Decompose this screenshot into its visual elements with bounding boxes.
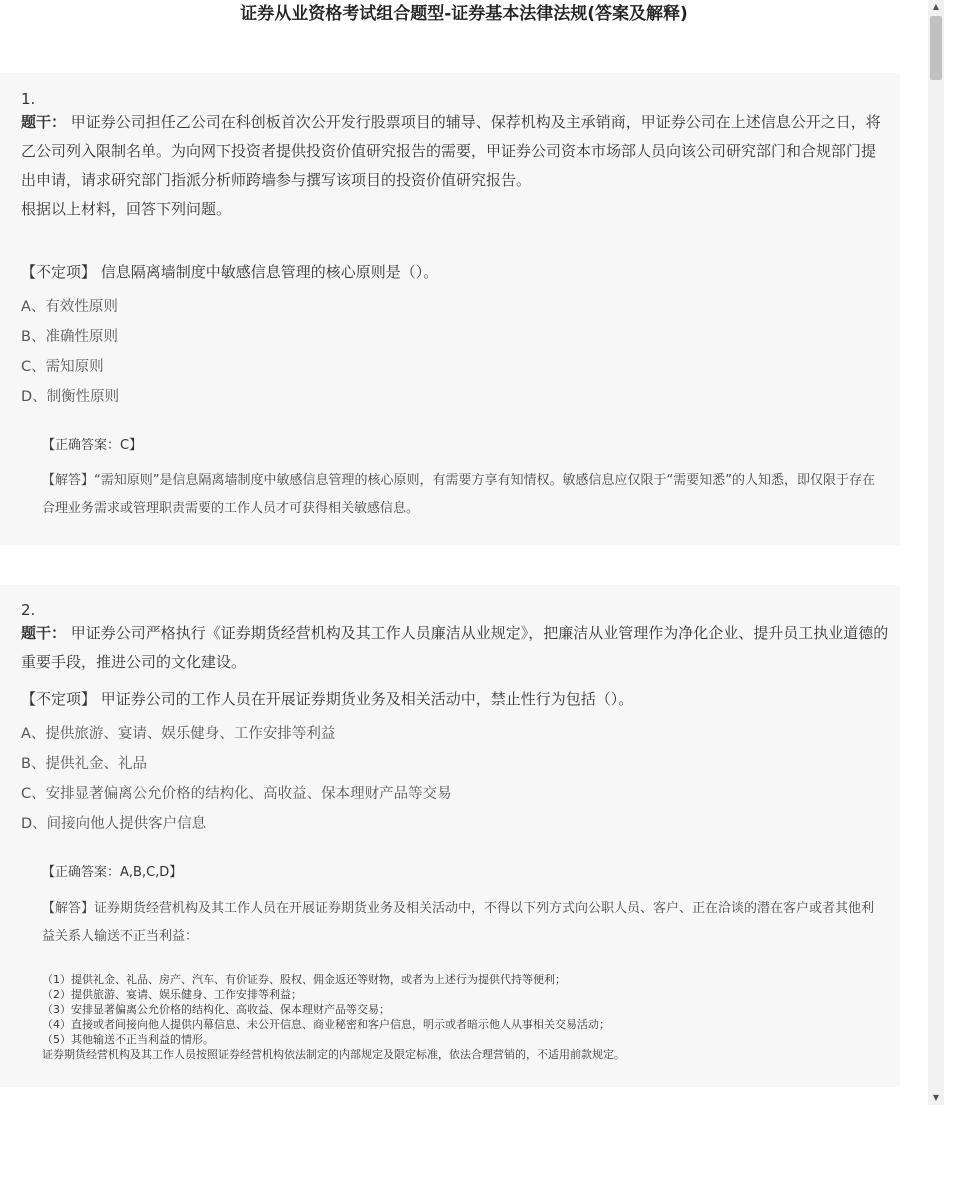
option-b[interactable]: B、准确性原则 bbox=[21, 329, 118, 345]
detail-item: （5）其他输送不正当利益的情形。 bbox=[42, 1033, 214, 1046]
sub-question: 【不定项】 信息隔离墙制度中敏感信息管理的核心原则是（）。 bbox=[21, 263, 439, 281]
explanation-details bbox=[42, 972, 882, 1062]
stem-label: 题干： bbox=[21, 624, 67, 642]
option-a[interactable]: A、提供旅游、宴请、娱乐健身、工作安排等利益 bbox=[21, 726, 336, 742]
stem-note: 根据以上材料，回答下列问题。 bbox=[21, 200, 232, 218]
page-title: 证券从业资格考试组合题型-证券基本法律法规(答案及解释) bbox=[240, 4, 688, 24]
sub-question: 【不定项】 甲证券公司的工作人员在开展证券期货业务及相关活动中，禁止性行为包括（）。 bbox=[21, 690, 634, 708]
stem-text: 甲证券公司严格执行《证券期货经营机构及其工作人员廉洁从业规定》，把廉洁从业管理作为净化企业、提升员工执业道德的重要手段，推进公司的文化建设。 bbox=[21, 624, 889, 671]
correct-answer: 【正确答案：A,B,C,D】 bbox=[42, 865, 183, 880]
question-card bbox=[0, 585, 900, 1087]
detail-item: （4）直接或者间接向他人提供内幕信息、未公开信息、商业秘密和客户信息，明示或者暗示他人从事相关交易活动； bbox=[42, 1018, 610, 1031]
stem-text: 甲证券公司担任乙公司在科创板首次公开发行股票项目的辅导、保荐机构及主承销商，甲证券公司在上述信息公开之日，将乙公司列入限制名单。为向网下投资者提供投资价值研究报告的需要，甲证券公司资本市场部人员向该公司研究部门和合规部门提出申请，请求研究部门指派分析师跨墙参与撰写该项目的投资价值研究报告。 bbox=[21, 113, 881, 189]
detail-item: （3）安排显著偏离公允价格的结构化、高收益、保本理财产品等交易； bbox=[42, 1003, 390, 1016]
option-a[interactable]: A、有效性原则 bbox=[21, 299, 118, 315]
scroll-down-icon[interactable]: ▼ bbox=[932, 1093, 940, 1102]
question-number: 2. bbox=[21, 601, 36, 619]
detail-item: 证券期货经营机构及其工作人员按照证券经营机构依法制定的内部规定及限定标准，依法合理营销的，不适用前款规定。 bbox=[42, 1048, 625, 1061]
scroll-up-icon[interactable]: ▲ bbox=[932, 2, 940, 11]
question-number: 1. bbox=[21, 90, 36, 108]
question-stem bbox=[21, 619, 889, 677]
correct-answer: 【正确答案：C】 bbox=[42, 438, 143, 453]
explanation: 【解答】证券期货经营机构及其工作人员在开展证券期货业务及相关活动中，不得以下列方式向公职人员、客户、正在洽谈的潜在客户或者其他利益关系人输送不正当利益： bbox=[42, 901, 875, 944]
option-d[interactable]: D、制衡性原则 bbox=[21, 389, 120, 405]
option-d[interactable]: D、间接向他人提供客户信息 bbox=[21, 816, 207, 832]
question-card bbox=[0, 73, 900, 545]
question-stem bbox=[21, 108, 889, 195]
option-c[interactable]: C、安排显著偏离公允价格的结构化、高收益、保本理财产品等交易 bbox=[21, 786, 452, 802]
vertical-scrollbar[interactable] bbox=[928, 0, 944, 1105]
detail-item: （1）提供礼金、礼品、房产、汽车、有价证券、股权、佣金返还等财物，或者为上述行为提供代持等便利； bbox=[42, 973, 566, 986]
stem-label: 题干： bbox=[21, 113, 67, 131]
detail-item: （2）提供旅游、宴请、娱乐健身、工作安排等利益； bbox=[42, 988, 302, 1001]
option-c[interactable]: C、需知原则 bbox=[21, 359, 104, 375]
option-b[interactable]: B、提供礼金、礼品 bbox=[21, 756, 147, 772]
explanation: 【解答】“需知原则”是信息隔离墙制度中敏感信息管理的核心原则，有需要方享有知情权。敏感信息应仅限于“需要知悉”的人知悉，即仅限于存在合理业务需求或管理职责需要的工作人员才可获得相关敏感信息。 bbox=[42, 473, 875, 516]
scroll-thumb[interactable] bbox=[930, 16, 942, 80]
